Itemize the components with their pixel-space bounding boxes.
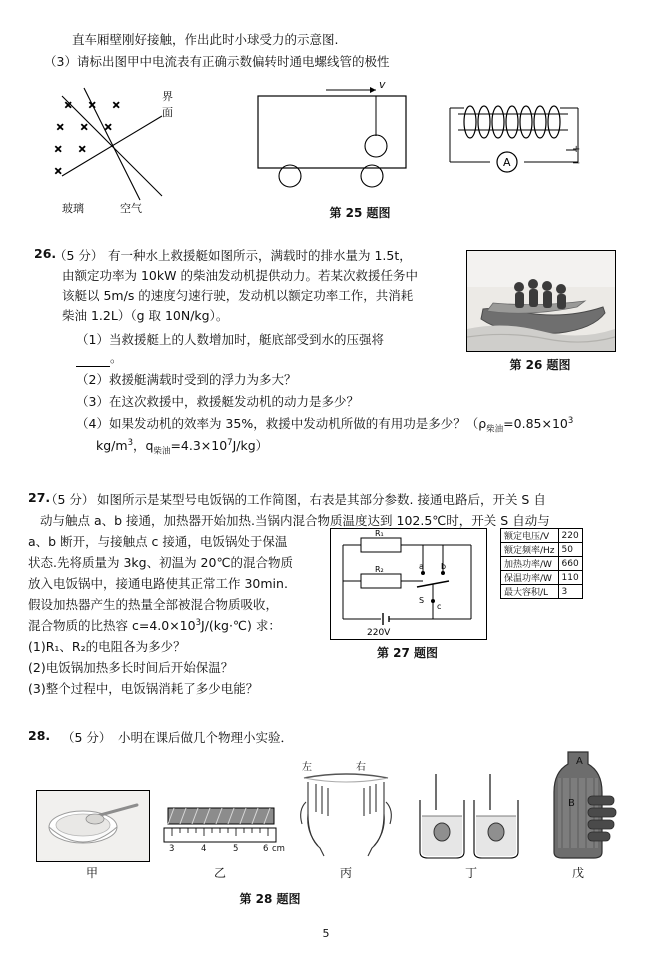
q28-ruler-tick-4: 4 bbox=[201, 844, 207, 854]
q28-label-jia: 甲 bbox=[85, 866, 98, 880]
q28-label-bing: 丙 bbox=[339, 866, 352, 880]
svg-text:R₁: R₁ bbox=[375, 529, 384, 538]
q28-label-bing-right: 右 bbox=[356, 762, 366, 773]
q27-body5: 放入电饭锅中，接通电路使其正常工作 30min. bbox=[28, 576, 288, 591]
svg-text:×: × bbox=[104, 122, 113, 133]
q28-ruler-unit: cm bbox=[272, 844, 285, 854]
param-label: 额定频率/Hz bbox=[501, 543, 559, 557]
q28-ruler-tick-6: 6 bbox=[263, 844, 269, 854]
q27-item1: (1)R₁、R₂的电阻各为多少？ bbox=[28, 639, 186, 654]
q28-label-ding: 丁 bbox=[464, 866, 477, 880]
q26-item4-text: （4）如果发动机的效率为 35%，救援中发动机所做的有用功是多少？（ρ bbox=[76, 416, 487, 431]
q27-body3: a、b 断开，与接触点 c 接通，电饭锅处于保温 bbox=[28, 534, 288, 549]
q26-caption: 第 26 题图 bbox=[509, 358, 571, 372]
param-label: 最大容积/L bbox=[501, 585, 559, 599]
q28-label-yi: 乙 bbox=[213, 866, 226, 880]
q28-label-wu-b: B bbox=[568, 798, 575, 809]
q26-item1: （1）当救援艇上的人数增加时，艇底部受到水的压强将 bbox=[76, 332, 384, 347]
param-value: 3 bbox=[558, 585, 582, 599]
q25-figure-cart bbox=[248, 78, 418, 194]
param-label: 保温功率/W bbox=[501, 571, 559, 585]
table-row bbox=[501, 529, 583, 543]
q25-label-boundary-top: 界 bbox=[162, 90, 173, 103]
table-row bbox=[501, 585, 583, 599]
q27-body6: 假设加热器产生的热量全部被混合物质吸收， bbox=[28, 597, 279, 612]
q27-body7 bbox=[28, 616, 281, 635]
q28-figure-bing bbox=[288, 762, 404, 860]
q25-label-air: 空气 bbox=[120, 202, 142, 215]
q25-label-velocity: v bbox=[379, 78, 386, 91]
svg-text:×: × bbox=[80, 122, 89, 133]
q26-body1: 有一种水上救援艇如图所示，满载时的排水量为 1.5t， bbox=[108, 248, 412, 263]
q27-body7-b: J/(kg·℃) 求： bbox=[201, 618, 281, 633]
q26-item5-b: ，q bbox=[132, 438, 154, 453]
q26-item5-a: kg/m bbox=[96, 438, 128, 453]
q26-item1-blank bbox=[76, 352, 110, 367]
param-value: 660 bbox=[558, 557, 582, 571]
q27-item3: (3)整个过程中，电饭锅消耗了多少电能？ bbox=[28, 681, 259, 696]
svg-text:a: a bbox=[419, 562, 424, 571]
q26-item1-period: 。 bbox=[110, 350, 123, 365]
q25-figure-solenoid bbox=[440, 86, 610, 181]
q27-body4: 状态.先将质量为 3kg、初温为 20℃的混合物质 bbox=[28, 555, 293, 570]
svg-text:×: × bbox=[88, 100, 97, 111]
q28-body: 小明在课后做几个物理小实验． bbox=[118, 730, 294, 745]
q27-body7-a: 混合物质的比热容 c=4.0×10 bbox=[28, 618, 196, 633]
q26-item5-sup2: 7 bbox=[227, 437, 233, 448]
q25-line2: （3）请标出图甲中电流表有正确示数偏转时通电螺线管的极性 bbox=[44, 54, 390, 69]
svg-text:×: × bbox=[56, 122, 65, 133]
q25-caption: 第 25 题图 bbox=[329, 206, 391, 220]
q25-label-minus: − bbox=[572, 158, 581, 169]
q28-figure-wu bbox=[532, 748, 624, 862]
q27-caption: 第 27 题图 bbox=[376, 646, 439, 660]
table-row bbox=[501, 557, 583, 571]
svg-text:R₂: R₂ bbox=[375, 565, 384, 574]
q26-item5-sup: 3 bbox=[127, 437, 133, 448]
svg-text:A: A bbox=[503, 156, 511, 169]
q26-item5-d: J/kg） bbox=[232, 438, 269, 453]
q26-item5-sub: 柴油 bbox=[153, 446, 171, 457]
q28-number: 28. bbox=[28, 728, 51, 743]
q26-item4-text2: =0.85×10 bbox=[503, 416, 568, 431]
q25-line1: 直车厢壁刚好接触，作出此时小球受力的示意图. bbox=[72, 32, 339, 47]
q26-photo-rescue-boat bbox=[466, 250, 616, 352]
q28-label-wu-a: A bbox=[576, 756, 583, 767]
svg-text:b: b bbox=[441, 562, 447, 571]
param-value: 220 bbox=[558, 529, 582, 543]
q28-label-wu: 戊 bbox=[571, 866, 584, 880]
q28-figure-ding bbox=[414, 770, 528, 862]
svg-text:×: × bbox=[54, 166, 63, 177]
q28-caption: 第 28 题图 bbox=[239, 892, 301, 906]
q26-number: 26. bbox=[34, 246, 57, 261]
q27-parameter-table bbox=[500, 528, 583, 599]
q25-figure-refraction bbox=[44, 80, 204, 215]
svg-text:220V: 220V bbox=[367, 628, 391, 637]
q26-item5 bbox=[96, 436, 268, 459]
q28-score: （5 分） bbox=[62, 730, 112, 745]
q27-body7-sup: 3 bbox=[195, 617, 202, 628]
q27-circuit-diagram bbox=[330, 528, 487, 640]
q26-item4-sup: 3 bbox=[567, 415, 574, 426]
q27-body1: 如图所示是某型号电饭锅的工作简图，右表是其部分参数. 接通电路后，开关 S 自 bbox=[97, 492, 546, 507]
q28-figure-yi bbox=[158, 790, 285, 860]
q26-score: （5 分） bbox=[54, 248, 104, 263]
svg-text:×: × bbox=[78, 144, 87, 155]
q26-item3: （3）在这次救援中，救援艇发动机的动力是多少？ bbox=[76, 394, 359, 409]
page-number: 5 bbox=[322, 927, 330, 940]
q27-body2: 动与触点 a、b 接通，加热器开始加热.当锅内混合物质温度达到 102.5℃时，开关 S 自动与 bbox=[40, 513, 550, 528]
q28-ruler-tick-3: 3 bbox=[169, 844, 175, 854]
q26-item4-sub: 柴油 bbox=[486, 424, 504, 435]
q26-item5-c: =4.3×10 bbox=[170, 438, 228, 453]
table-row bbox=[501, 571, 583, 585]
q27-item2: (2)电饭锅加热多长时间后开始保温？ bbox=[28, 660, 234, 675]
svg-text:c: c bbox=[437, 602, 442, 611]
svg-text:×: × bbox=[112, 100, 121, 111]
q28-figure-jia bbox=[36, 790, 150, 862]
param-value: 110 bbox=[558, 571, 582, 585]
q26-body2: 由额定功率为 10kW 的柴油发动机提供动力。若某次救援任务中 bbox=[62, 268, 418, 283]
svg-text:×: × bbox=[64, 100, 73, 111]
q26-body3: 该艇以 5m/s 的速度匀速行驶，发动机以额定功率工作，共消耗 bbox=[62, 288, 414, 303]
q28-label-bing-left: 左 bbox=[302, 762, 312, 773]
q27-score: （5 分） bbox=[45, 492, 95, 507]
table-row bbox=[501, 543, 583, 557]
param-label: 加热功率/W bbox=[501, 557, 559, 571]
param-value: 50 bbox=[558, 543, 582, 557]
q26-item2: （2）救援艇满载时受到的浮力为多大？ bbox=[76, 372, 297, 387]
q26-body4: 柴油 1.2L）（g 取 10N/kg）。 bbox=[62, 308, 229, 323]
q27-table-body bbox=[501, 529, 583, 599]
svg-text:×: × bbox=[54, 144, 63, 155]
svg-text:S: S bbox=[419, 596, 425, 605]
q25-label-glass: 玻璃 bbox=[62, 202, 84, 215]
q25-label-plus: + bbox=[572, 144, 581, 155]
q28-ruler-tick-5: 5 bbox=[233, 844, 239, 854]
q25-label-boundary-bottom: 面 bbox=[162, 106, 173, 119]
param-label: 额定电压/V bbox=[501, 529, 559, 543]
q26-item4 bbox=[76, 414, 573, 437]
q27-number: 27. bbox=[28, 490, 51, 505]
